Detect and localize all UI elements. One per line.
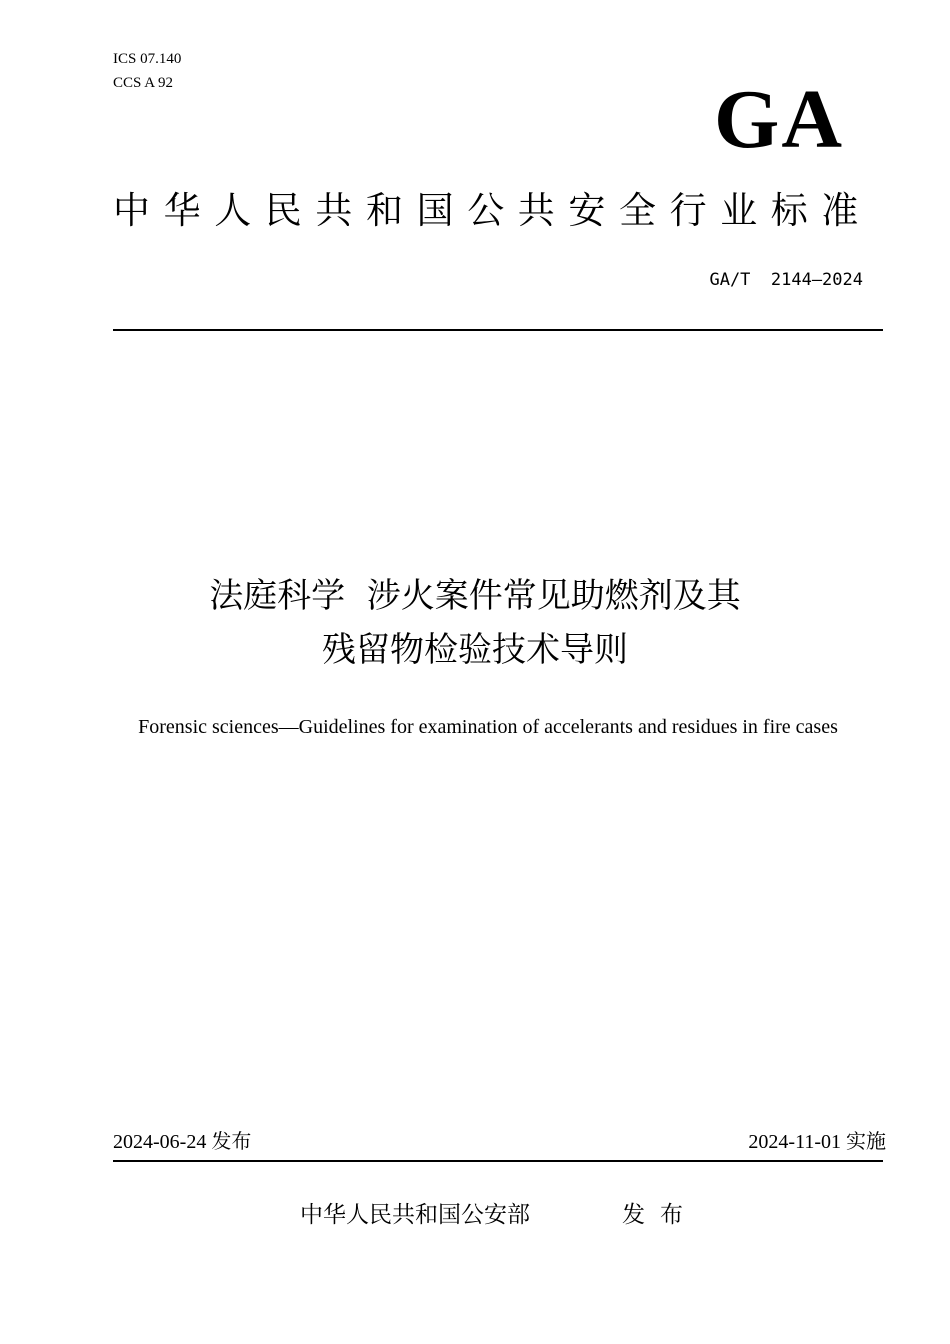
implement-label: 实施 [846, 1129, 886, 1153]
issue-date-line [113, 1126, 251, 1157]
document-title-line1: 法庭科学 涉火案件常见助燃剂及其 [209, 576, 741, 616]
classification-codes [113, 47, 181, 95]
issued-label: 发布 [622, 1202, 698, 1228]
ga-logo: GA [714, 73, 844, 166]
ccs-code: CCS A 92 [113, 75, 174, 91]
issue-date: 2024-06-24 [113, 1131, 207, 1153]
standard-number: GA/T 2144—2024 [709, 270, 863, 290]
implement-date: 2024-11-01 [748, 1131, 841, 1153]
implement-date-line [748, 1126, 886, 1157]
english-title: Forensic sciences—Guidelines for examination of accelerants and residues in fire cases [138, 716, 838, 738]
issue-label: 发布 [211, 1129, 252, 1153]
issuing-authority: 中华人民共和国公安部 [300, 1202, 530, 1228]
standard-category: 中华人民共和国公共安全行业标准 [113, 189, 872, 232]
ics-code: ICS 07.140 [113, 51, 182, 67]
top-divider [113, 329, 883, 331]
bottom-divider [113, 1160, 883, 1162]
document-title-line2: 残留物检验技术导则 [322, 630, 628, 670]
